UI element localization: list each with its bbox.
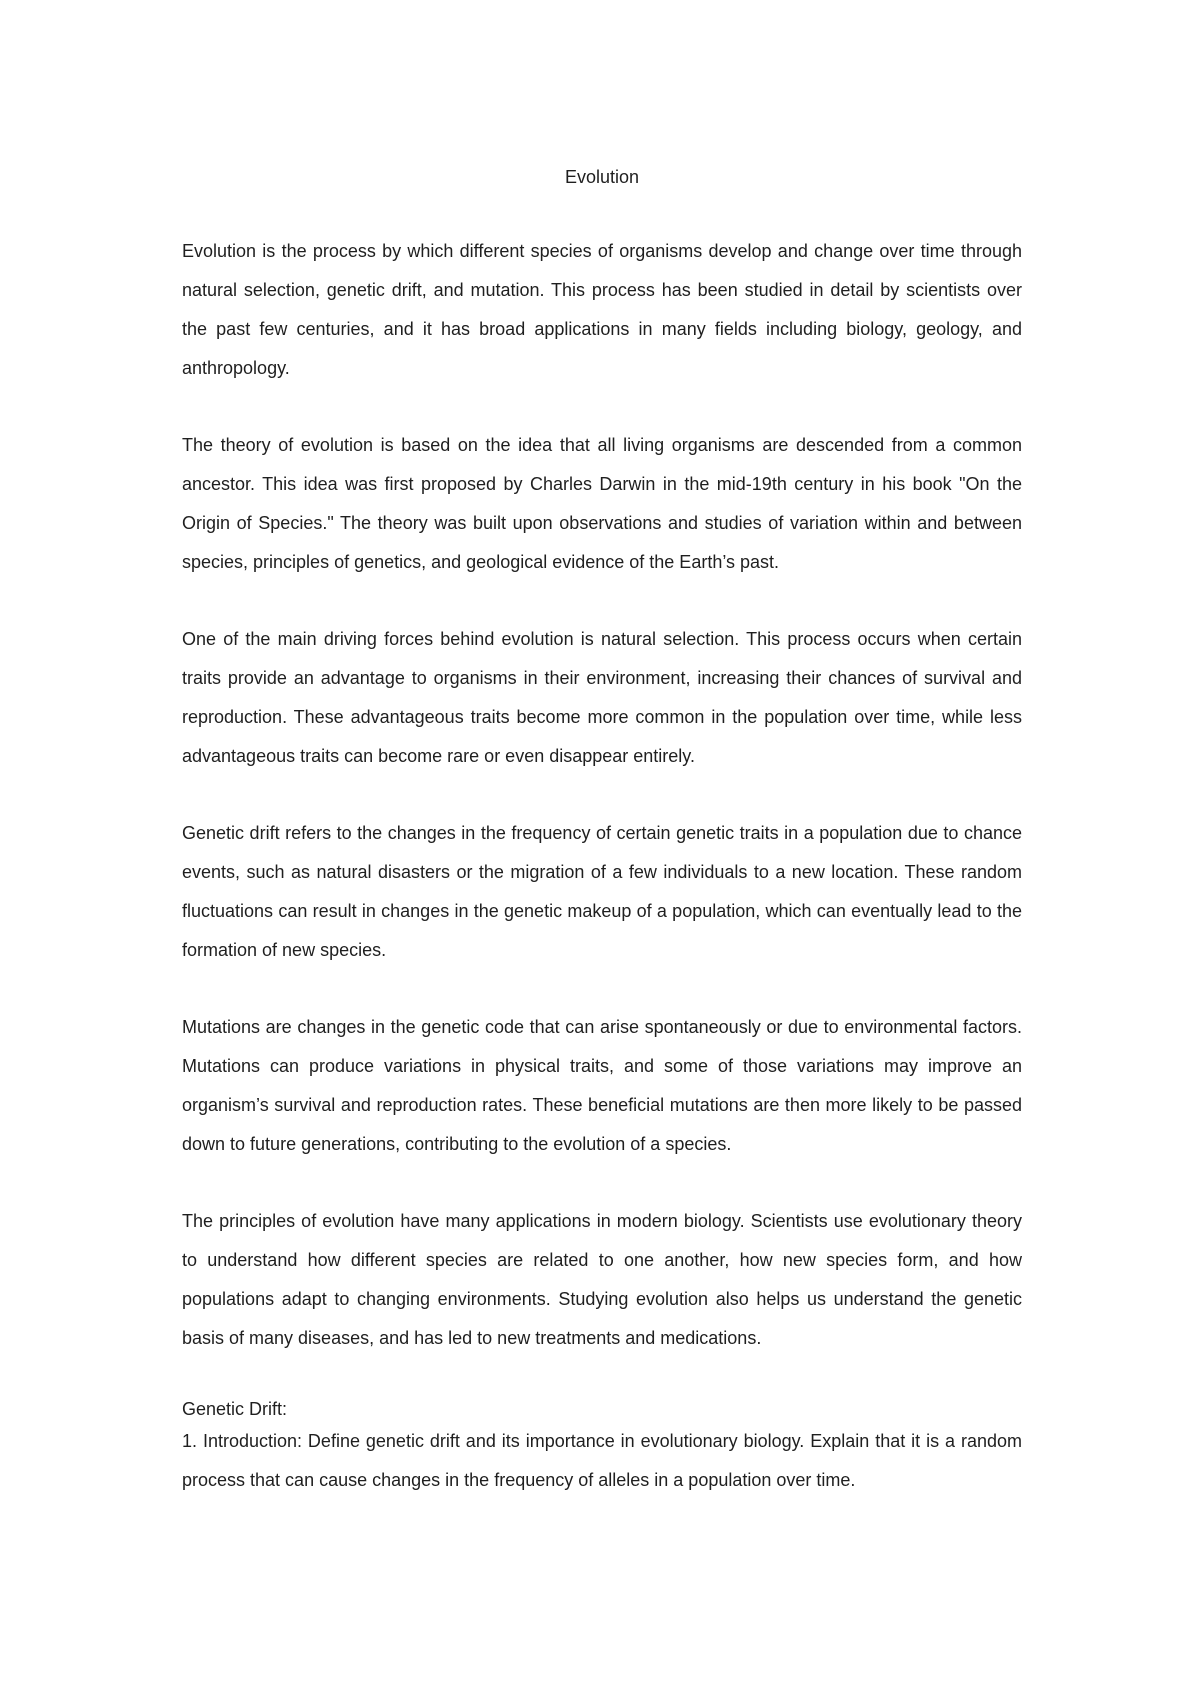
spacer bbox=[182, 776, 1022, 814]
spacer bbox=[182, 194, 1022, 232]
paragraph-intro: Evolution is the process by which different species of organisms develop and change over time through natural selection, genetic drift, and mutation. This process has been studied in detail by scientists over the past few centuries, and it has broad applications in many fields including biology, geology, and anthropology. bbox=[182, 241, 1022, 378]
paragraph-natural-selection: One of the main driving forces behind evolution is natural selection. This process occurs when certain traits provide an advantage to organisms in their environment, increasing their chances of survival and reproduction. These advantageous traits become more common in the population over time, while less advantageous traits can become rare or even disappear entirely. bbox=[182, 629, 1022, 766]
document-title: Evolution bbox=[564, 167, 640, 187]
spacer bbox=[182, 970, 1022, 1008]
document-body bbox=[182, 160, 1022, 1500]
spacer bbox=[182, 1164, 1022, 1202]
paragraph-applications: The principles of evolution have many applications in modern biology. Scientists use evolutionary theory to understand how different species are related to one another, how new species form, and how populations adapt to changing environments. Studying evolution also helps us understand the genetic basis of many diseases, and has led to new treatments and medications. bbox=[182, 1211, 1022, 1348]
paragraph-mutations: Mutations are changes in the genetic code that can arise spontaneously or due to environmental factors. Mutations can produce variations in physical traits, and some of those variations may improve an organism’s survival and reproduction rates. These beneficial mutations are then more likely to be passed down to future generations, contributing to the evolution of a species. bbox=[182, 1017, 1022, 1154]
section-heading-genetic-drift: Genetic Drift: bbox=[182, 1399, 288, 1419]
spacer bbox=[182, 1358, 1022, 1396]
spacer bbox=[182, 388, 1022, 426]
list-item-introduction: 1. Introduction: Define genetic drift and its importance in evolutionary biology. Explain that it is a random process that can cause changes in the frequency of alleles in a population over time. bbox=[182, 1431, 1022, 1490]
paragraph-theory: The theory of evolution is based on the idea that all living organisms are descended from a common ancestor. This idea was first proposed by Charles Darwin in the mid-19th century in his book "On the Origin of Species." The theory was built upon observations and studies of variation within and between species, principles of genetics, and geological evidence of the Earth’s past. bbox=[182, 435, 1022, 572]
paragraph-genetic-drift: Genetic drift refers to the changes in the frequency of certain genetic traits in a population due to chance events, such as natural disasters or the migration of a few individuals to a new location. These random fluctuations can result in changes in the genetic makeup of a population, which can eventually lead to the formation of new species. bbox=[182, 823, 1022, 960]
spacer bbox=[182, 582, 1022, 620]
